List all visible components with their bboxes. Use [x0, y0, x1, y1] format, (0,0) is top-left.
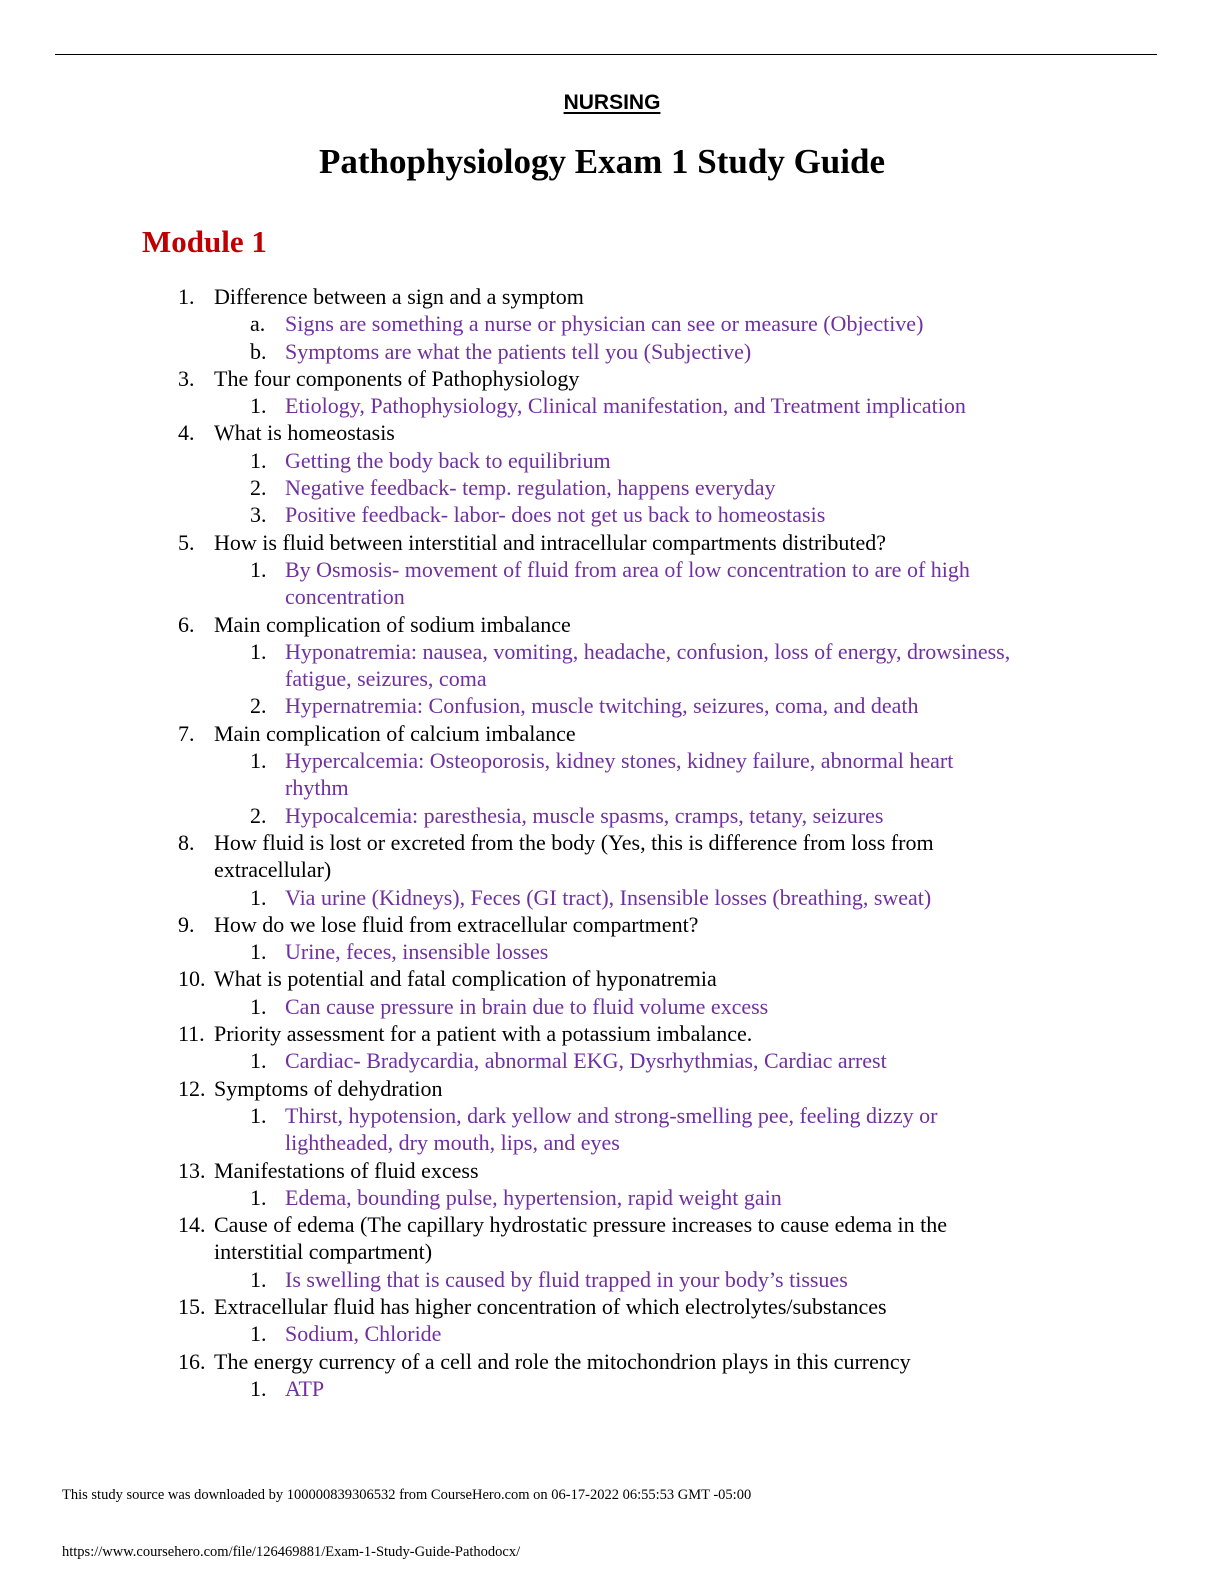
answer-text: Symptoms are what the patients tell you (Subjective) — [285, 338, 752, 364]
answer-number: 2. — [250, 802, 267, 828]
question-item — [0, 365, 1224, 392]
question-text: Main complication of calcium imbalance — [214, 720, 576, 746]
answer-text: rhythm — [285, 775, 349, 801]
answer-item — [0, 884, 1224, 911]
question-number: 7. — [178, 720, 195, 746]
answer-text: Hyponatremia: nausea, vomiting, headache, confusion, loss of energy, drowsiness, — [285, 638, 1011, 664]
question-item — [0, 911, 1224, 938]
question-item — [0, 1157, 1224, 1184]
question-text: What is potential and fatal complication of hyponatremia — [214, 966, 717, 992]
question-item — [0, 283, 1224, 310]
question-item — [0, 529, 1224, 556]
question-number: 4. — [178, 420, 195, 446]
footer-url: https://www.coursehero.com/file/126469881/Exam-1-Study-Guide-Pathodocx/ — [62, 1544, 521, 1560]
answer-text: Hypocalcemia: paresthesia, muscle spasms, cramps, tetany, seizures — [285, 802, 884, 828]
answer-item — [0, 501, 1224, 528]
question-item — [0, 1211, 1224, 1238]
answer-text: Hypercalcemia: Osteoporosis, kidney stones, kidney failure, abnormal heart — [285, 748, 954, 774]
question-text: The energy currency of a cell and role the mitochondrion plays in this currency — [214, 1348, 911, 1374]
answer-item — [0, 993, 1224, 1020]
answer-text: lightheaded, dry mouth, lips, and eyes — [285, 1130, 620, 1156]
answer-item — [0, 1184, 1224, 1211]
question-number: 8. — [178, 829, 195, 855]
question-number: 6. — [178, 611, 195, 637]
answer-number: 1. — [250, 1375, 267, 1401]
answer-number: 1. — [250, 939, 267, 965]
answer-text: Getting the body back to equilibrium — [285, 447, 611, 473]
question-number: 14. — [178, 1212, 206, 1238]
question-number: 16. — [178, 1348, 206, 1374]
answer-item — [0, 583, 1224, 610]
module-heading: Module 1 — [142, 224, 267, 259]
answer-item — [0, 1320, 1224, 1347]
answer-number: 2. — [250, 693, 267, 719]
question-number: 1. — [178, 284, 195, 309]
question-item — [0, 1020, 1224, 1047]
question-text: What is homeostasis — [214, 420, 395, 446]
answer-item — [0, 1375, 1224, 1402]
question-text: Manifestations of fluid excess — [214, 1157, 479, 1183]
answer-number: 1. — [250, 993, 267, 1019]
question-item — [0, 1348, 1224, 1375]
answer-item — [0, 556, 1224, 583]
answer-item — [0, 474, 1224, 501]
top-rule — [55, 54, 1157, 55]
answer-item — [0, 938, 1224, 965]
answer-text: By Osmosis- movement of fluid from area of low concentration to are of high — [285, 556, 970, 582]
question-text: Priority assessment for a patient with a potassium imbalance. — [214, 1021, 753, 1047]
question-text: Cause of edema (The capillary hydrostatic pressure increases to cause edema in the — [214, 1212, 948, 1238]
answer-item — [0, 747, 1224, 774]
answer-number: b. — [250, 338, 267, 364]
question-text: interstitial compartment) — [214, 1239, 433, 1265]
answer-text: Can cause pressure in brain due to fluid volume excess — [285, 993, 769, 1019]
question-number: 11. — [178, 1021, 205, 1047]
question-item — [0, 829, 1224, 856]
answer-number: 1. — [250, 1266, 267, 1292]
answer-text: Positive feedback- labor- does not get us back to homeostasis — [285, 502, 826, 528]
answer-text: Signs are something a nurse or physician can see or measure (Objective) — [285, 311, 924, 337]
answer-text: Thirst, hypotension, dark yellow and strong-smelling pee, feeling dizzy or — [285, 1102, 938, 1128]
question-item — [0, 965, 1224, 992]
question-text: Difference between a sign and a symptom — [214, 284, 584, 309]
question-text: extracellular) — [214, 857, 332, 883]
question-text: Main complication of sodium imbalance — [214, 611, 571, 637]
answer-number: 1. — [250, 447, 267, 473]
answer-text: Is swelling that is caused by fluid trapped in your body’s tissues — [285, 1266, 848, 1292]
question-number: 5. — [178, 529, 195, 555]
answer-number: a. — [250, 311, 266, 337]
answer-number: 1. — [250, 1048, 267, 1074]
question-number: 15. — [178, 1293, 206, 1319]
answer-number: 2. — [250, 475, 267, 501]
question-text: Symptoms of dehydration — [214, 1075, 443, 1101]
question-number: 9. — [178, 911, 195, 937]
study-guide-list — [0, 283, 1224, 1402]
question-number: 12. — [178, 1075, 206, 1101]
answer-number: 1. — [250, 393, 267, 419]
answer-text: fatigue, seizures, coma — [285, 666, 487, 692]
question-item — [0, 1293, 1224, 1320]
answer-item — [0, 338, 1224, 365]
answer-text: Cardiac- Bradycardia, abnormal EKG, Dysrhythmias, Cardiac arrest — [285, 1048, 887, 1074]
answer-item — [0, 1266, 1224, 1293]
answer-item — [0, 392, 1224, 419]
question-number: 13. — [178, 1157, 206, 1183]
page-title: Pathophysiology Exam 1 Study Guide — [319, 142, 885, 181]
question-item — [0, 419, 1224, 446]
question-text: How fluid is lost or excreted from the body (Yes, this is difference from loss from — [214, 829, 934, 855]
answer-item — [0, 802, 1224, 829]
question-item — [0, 1075, 1224, 1102]
answer-text: Via urine (Kidneys), Feces (GI tract), Insensible losses (breathing, sweat) — [285, 884, 932, 910]
answer-item — [0, 665, 1224, 692]
answer-item — [0, 1047, 1224, 1074]
answer-text: Urine, feces, insensible losses — [285, 939, 549, 965]
answer-number: 3. — [250, 502, 267, 528]
answer-text: Edema, bounding pulse, hypertension, rapid weight gain — [285, 1184, 782, 1210]
question-item — [0, 1238, 1224, 1265]
answer-number: 1. — [250, 1102, 267, 1128]
footer-download-note: This study source was downloaded by 100000839306532 from CourseHero.com on 06-17-2022 06:55:53 GMT -05:00 — [62, 1487, 752, 1503]
category-label: NURSING — [563, 91, 661, 114]
question-item — [0, 611, 1224, 638]
answer-item — [0, 692, 1224, 719]
answer-number: 1. — [250, 638, 267, 664]
answer-item — [0, 1129, 1224, 1156]
question-item — [0, 720, 1224, 747]
answer-number: 1. — [250, 748, 267, 774]
document-category — [0, 91, 1224, 115]
question-text: The four components of Pathophysiology — [214, 365, 580, 391]
question-text: Extracellular fluid has higher concentration of which electrolytes/substances — [214, 1293, 887, 1319]
question-number: 10. — [178, 966, 206, 992]
answer-item — [0, 1102, 1224, 1129]
question-text: How do we lose fluid from extracellular compartment? — [214, 911, 699, 937]
question-text: How is fluid between interstitial and intracellular compartments distributed? — [214, 529, 887, 555]
answer-item — [0, 638, 1224, 665]
answer-text: concentration — [285, 584, 405, 610]
answer-text: Hypernatremia: Confusion, muscle twitching, seizures, coma, and death — [285, 693, 919, 719]
answer-number: 1. — [250, 1184, 267, 1210]
answer-number: 1. — [250, 556, 267, 582]
answer-number: 1. — [250, 884, 267, 910]
question-number: 3. — [178, 365, 195, 391]
answer-number: 1. — [250, 1321, 267, 1347]
answer-item — [0, 447, 1224, 474]
answer-item — [0, 774, 1224, 801]
answer-text: ATP — [285, 1375, 325, 1401]
answer-text: Sodium, Chloride — [285, 1321, 442, 1347]
question-item — [0, 856, 1224, 883]
answer-item — [0, 310, 1224, 337]
answer-text: Etiology, Pathophysiology, Clinical manifestation, and Treatment implication — [285, 393, 966, 419]
answer-text: Negative feedback- temp. regulation, happens everyday — [285, 475, 776, 501]
